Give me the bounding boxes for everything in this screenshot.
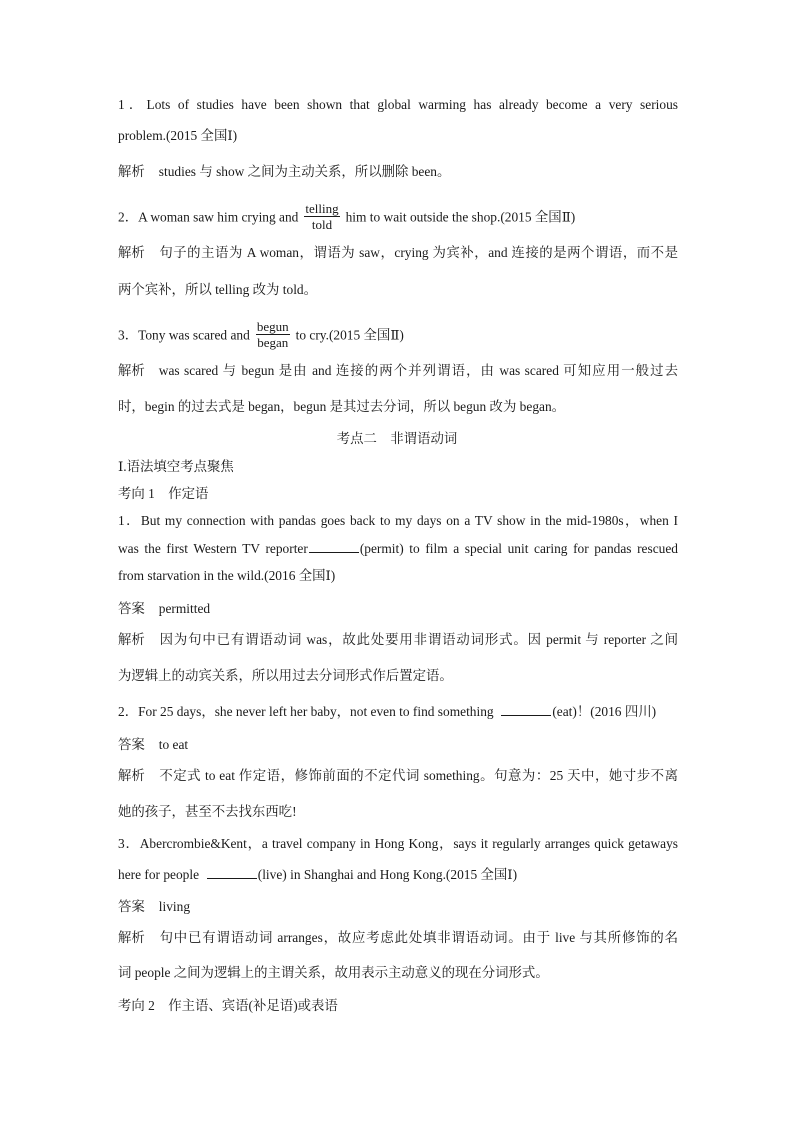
q1-analysis (118, 163, 678, 181)
item2-line1-before: 2．For 25 days，she never left her baby，not even to find something (118, 704, 494, 719)
direction-1-heading: 考向 1 作定语 (118, 486, 209, 501)
q3-analysis-line2: 时，begin 的过去式是 began，begun 是其过去分词，所以 begun 改为 began。 (118, 399, 566, 414)
item3-line2-after: (live) in Shanghai and Hong Kong.(2015 全国Ⅰ) (257, 867, 518, 882)
item1-line3: from starvation in the wild.(2016 全国Ⅰ) (118, 568, 336, 583)
item1-line1: 1．But my connection with pandas goes back to my days on a TV show in the mid-1980s，when I (118, 513, 678, 528)
q2-corrected-word: told (311, 217, 333, 232)
q1-sentence-line1: 1．Lots of studies have been shown that global warming has already become a very serious (118, 97, 678, 112)
q2-correction (304, 201, 339, 232)
q2-analysis-text1: 句子的主语为 A woman，谓语为 saw，crying 为宾补，and 连接的是两个谓语，而不是 (158, 245, 678, 260)
direction-2-heading: 考向 2 作主语、宾语(补足语)或表语 (118, 998, 338, 1013)
item2-answer-text: to eat (158, 737, 189, 752)
item3-line1: 3．Abercrombie&Kent，a travel company in Hong Kong，says it regularly arranges quick getaways (118, 836, 678, 851)
q3-analysis-text1: was scared 与 begun 是由 and 连接的两个并列谓语，由 was scared 可知应用一般过去 (158, 363, 678, 378)
item2-line1 (118, 703, 678, 721)
q2-analysis-line2: 两个宾补，所以 telling 改为 told。 (118, 282, 317, 297)
answer-label: 答案 (118, 601, 145, 616)
item2-blank (501, 703, 551, 716)
item3-analysis-text1: 句中已有谓语动词 arranges，故应考虑此处填非谓语动词。由于 live 与其所修饰的名 (158, 930, 678, 945)
q2-analysis-line1 (118, 244, 678, 262)
item3-analysis-line1 (118, 929, 678, 947)
item1-answer (118, 600, 678, 618)
item3-line2 (118, 866, 678, 884)
analysis-label: 解析 (118, 363, 145, 378)
item3-blank (207, 866, 257, 879)
item1-analysis-line1 (118, 631, 678, 649)
answer-label: 答案 (118, 737, 145, 752)
q1-analysis-text: studies 与 show 之间为主动关系，所以删除 been。 (158, 164, 451, 179)
item1-blank (309, 540, 359, 553)
analysis-label: 解析 (118, 930, 145, 945)
q1-sentence-line2: problem.(2015 全国Ⅰ) (118, 128, 238, 143)
q2-original-word: telling (305, 201, 339, 216)
item1-line2-after: (permit) to film a special unit caring for pandas rescued (359, 541, 678, 556)
item1-answer-text: permitted (158, 601, 211, 616)
item2-analysis-line2: 她的孩子，甚至不去找东西吃! (118, 804, 297, 819)
q3-after: to cry.(2015 全国Ⅱ) (295, 327, 404, 343)
section-heading: 考点二 非谓语动词 (336, 431, 458, 446)
item2-line1-after: (eat)！(2016 四川) (552, 704, 657, 719)
item2-analysis-line1 (118, 767, 678, 785)
q2-sentence (118, 203, 678, 234)
item1-line2-before: was the first Western TV reporter (118, 541, 308, 556)
analysis-label: 解析 (118, 164, 145, 179)
item3-answer (118, 898, 678, 916)
answer-label: 答案 (118, 899, 145, 914)
q3-analysis-line1 (118, 362, 678, 380)
q2-before: 2．A woman saw him crying and (118, 209, 299, 225)
q3-original-word: begun (256, 319, 289, 334)
q3-before: 3．Tony was scared and (118, 327, 250, 343)
q3-sentence (118, 321, 678, 352)
item3-line2-before: here for people (118, 867, 200, 882)
item3-answer-text: living (158, 899, 191, 914)
section-subheading: Ⅰ.语法填空考点聚焦 (118, 459, 234, 474)
q2-after: him to wait outside the shop.(2015 全国Ⅱ) (345, 209, 576, 225)
analysis-label: 解析 (118, 632, 145, 647)
item2-answer (118, 736, 678, 754)
item1-analysis-text1: 因为句中已有谓语动词 was，故此处要用非谓语动词形式。因 permit 与 reporter 之间 (158, 632, 678, 647)
item1-line2 (118, 540, 678, 558)
analysis-label: 解析 (118, 245, 145, 260)
analysis-label: 解析 (118, 768, 145, 783)
item1-analysis-line2: 为逻辑上的动宾关系，所以用过去分词形式作后置定语。 (118, 668, 453, 683)
item2-analysis-text1: 不定式 to eat 作定语，修饰前面的不定代词 something。句意为：25 天中，她寸步不离 (158, 768, 678, 783)
q3-corrected-word: began (257, 335, 289, 350)
item3-analysis-line2: 词 people 之间为逻辑上的主谓关系，故用表示主动意义的现在分词形式。 (118, 965, 549, 980)
q3-correction (256, 319, 290, 350)
